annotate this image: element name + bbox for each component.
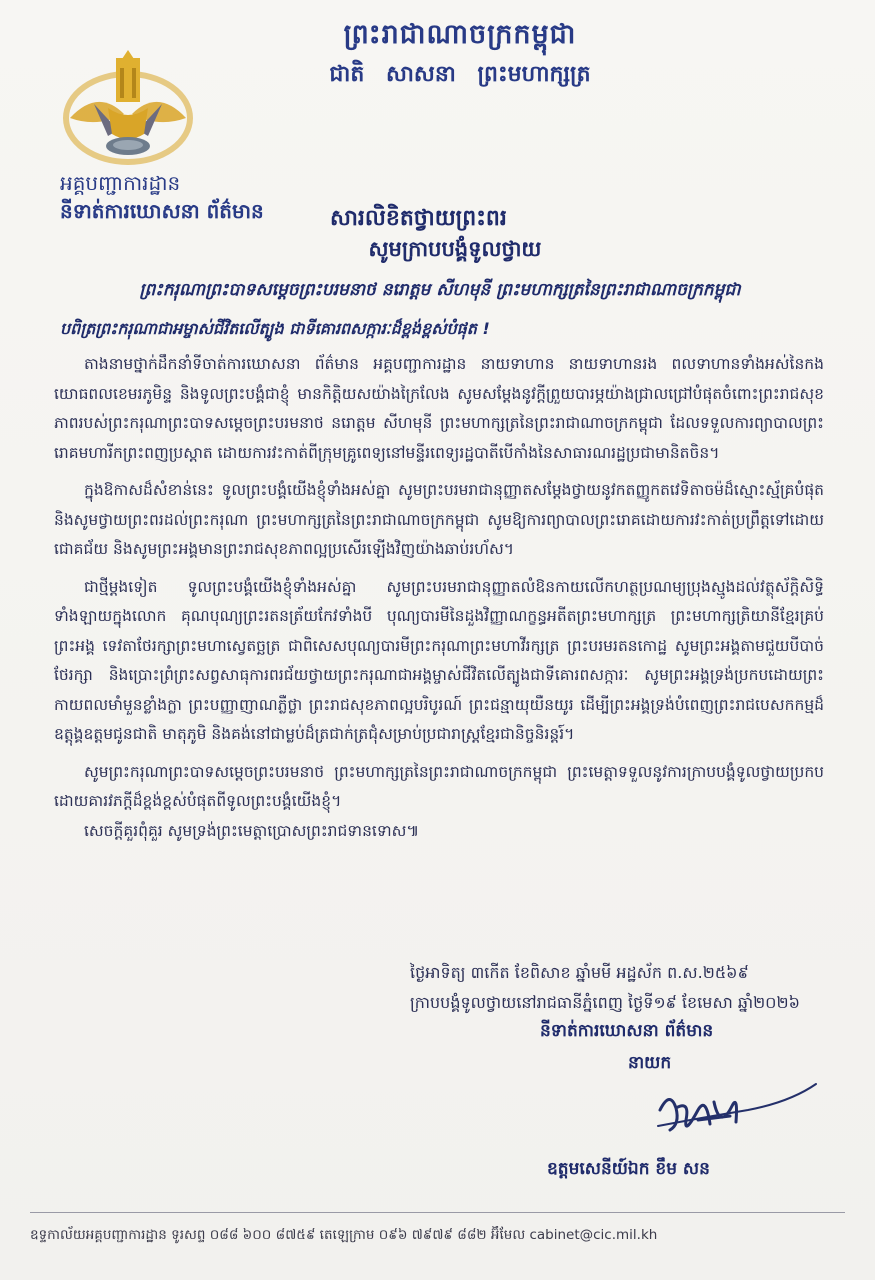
- body-paragraph-4: សូមព្រះករុណាព្រះបាទសម្តេចព្រះបរមនាថ ព្រះមហាក្សត្រនៃព្រះរាជាណាចក្រកម្ពុជា ព្រះមេត្តាទទួលនូវការក្រាបបង្គំទូលថ្វាយប្រកបដោយគារវភក្តីដ៏ខ្ពង់ខ្ពស់បំផុតពីទូលព្រះបង្គំយើងខ្ញុំ។: [54, 762, 824, 810]
- footer-divider: [30, 1212, 845, 1213]
- lunar-date: ថ្ងៃអាទិត្យ ៣កើត ខែពិសាខ ឆ្នាំមមី អដ្ឋស័ក ព.ស.២៥៦៩: [410, 963, 749, 982]
- body-paragraph-2: ក្នុងឱកាសដ៏សំខាន់នេះ ទូលព្រះបង្គំយើងខ្ញុំទាំងអស់គ្នា សូមព្រះបរមរាជានុញ្ញាតសម្តែងថ្វាយនូវកតញ្ញូកតវេទិតាចម៉ដ៏ស្មោះស្ម័គ្របំផុត និងសូមថ្វាយព្រះពរដល់ព្រះករុណា ព្រះមហាក្សត្រនៃព្រះរាជាណាចក្រកម្ពុជា សូមឱ្យការព្យាបាលព្រះរោគដោយការវះកាត់ប្រព្រឹត្តទៅដោយជោគជ័យ និងសូមព្រះអង្គមានព្រះរាជសុខភាពល្អប្រសើរឡើងវិញយ៉ាងឆាប់រហ័ស។: [54, 481, 824, 558]
- signatory-role: នាយក: [628, 1053, 672, 1073]
- solar-date: ក្រាបបង្គំទូលថ្វាយនៅរាជធានីភ្នំពេញ ថ្ងៃទី១៩ ខែមេសា ឆ្នាំ២០២៦: [410, 993, 800, 1012]
- signatory-name: ឧត្តមសេនីយ៍ឯក ខឹម សន: [547, 1159, 710, 1179]
- body-paragraph-5: សេចក្តីគួរពុំគួរ សូមទ្រង់ព្រះមេត្តាប្រោសព្រះរាជទានទោស៕: [84, 821, 420, 840]
- military-emblem-icon: [58, 48, 198, 166]
- footer-contact: ឧទ្ទកាល័យអគ្គបញ្ជាការដ្ឋាន ទូរសព្ទ ០៨៨ ៦០០ ៨៧៥៩ តេឡេក្រាម ០៩៦ ៧៩៧៩ ៨៨២ អ៊ីមែល cabinet@cic.mil.kh: [30, 1227, 658, 1243]
- signatory-organization: នីទាត់ការឃោសនា ព័ត៌មាន: [540, 1021, 714, 1041]
- body-paragraph-1: តាងនាមថ្នាក់ដឹកនាំទីចាត់ការឃោសនា ព័ត៌មាន អគ្គបញ្ជាការដ្ឋាន នាយទាហាន នាយទាហានរង ពលទាហានទាំងអស់នៃកងយោធពលខេមរភូមិន្ទ និងទូលព្រះបង្គំជាខ្ញុំ មានកិត្តិយសយ៉ាងក្រៃលែង សូមសម្តែងនូវក្តីព្រួយបារម្ភយ៉ាងជ្រាលជ្រៅបំផុតចំពោះព្រះរាជសុខភាពរបស់ព្រះករុណាព្រះបាទសម្តេចព្រះបរមនាថ នរោត្តម សីហមុនី ព្រះមហាក្សត្រនៃព្រះរាជាណាចក្រកម្ពុជា ដែលទទួលការព្យាបាលព្រះរោគមហារីកព្រះពញប្រស្តាត ដោយការវះកាត់ពីក្រុមគ្រូពេទ្យនៅមន្ទីរពេទ្យរដ្ឋបាតីបើកាំងនៃសាធារណរដ្ឋប្រជាមានិតចិន។: [54, 355, 824, 462]
- letter-subtitle: សូមក្រាបបង្គំទូលថ្វាយ: [368, 237, 542, 261]
- salutation-line: បពិត្រព្រះករុណាជាអម្ចាស់ជីវិតលើត្បូង ជាទីគោរពសក្ការៈដ៏ខ្ពង់ខ្ពស់បំផុត !: [60, 319, 490, 338]
- body-paragraph-3: ជាថ្មីម្តងទៀត ទូលព្រះបង្គំយើងខ្ញុំទាំងអស់គ្នា សូមព្រះបរមរាជានុញ្ញាតលំឱនកាយលើកហត្ថប្រណម្យប្រុងស្មូងដល់វត្ថុស័ក្តិសិទ្ធិទាំងឡាយក្នុងលោក គុណបុណ្យព្រះរតនត្រ័យកែវទាំងបី បុណ្យបារមីនៃដួងវិញ្ញាណក្ខន្ធអតីតព្រះមហាក្សត្រ ព្រះមហាក្សត្រិយានីខ្មែរគ្រប់ព្រះអង្គ ទេវតាថែរក្សាព្រះមហាស្វេតច្ឆត្រ ជាពិសេសបុណ្យបារមីព្រះករុណាព្រះមហាវីរក្សត្រ ព្រះបរមរតនកោដ្ឋ សូមព្រះអង្គតាមជួយបីបាច់ថែរក្សា និងប្រោះព្រំព្រះសព្វសាធុការពរជ័យថ្វាយព្រះករុណាជាអង្គម្ចាស់ជីវិតលើត្បូងជាទីគោរពសក្ការៈ សូមព្រះអង្គទ្រង់ប្រកបដោយព្រះកាយពលមាំមួនខ្លាំងក្លា ព្រះបញ្ញាញាណភ្លឺថ្លា ព្រះរាជសុខភាពល្អបរិបូរណ៍ ព្រះជន្មាយុយឺនយូរ ដើម្បីព្រះអង្គទ្រង់បំពេញព្រះរាជបេសកកម្មដ៏ឧត្តុង្គឧត្តមជូនជាតិ មាតុភូមិ និងគង់នៅជាម្លប់ដ៏ត្រជាក់ត្រជុំសម្រាប់ប្រជារាស្ត្រខ្មែរជានិច្ចនិរន្តរ៍។: [54, 577, 824, 743]
- national-motto: ជាតិ សាសនា ព្រះមហាក្សត្រ: [329, 62, 591, 87]
- addressee-line: ព្រះករុណាព្រះបាទសម្តេចព្រះបរមនាថ នរោត្តម សីហមុនី ព្រះមហាក្សត្រនៃព្រះរាជាណាចក្រកម្ពុជា: [139, 280, 741, 300]
- letter-body: [54, 350, 824, 846]
- org-line-1: អគ្គបញ្ជាការដ្ឋាន: [60, 171, 181, 195]
- letter-title: សារលិខិតថ្វាយព្រះពរ: [330, 206, 507, 231]
- handwritten-signature-icon: [640, 1080, 820, 1150]
- kingdom-heading: ព្រះរាជាណាចក្រកម្ពុជា: [343, 19, 577, 50]
- org-line-2: នីទាត់ការឃោសនា ព័ត៌មាន: [60, 199, 264, 223]
